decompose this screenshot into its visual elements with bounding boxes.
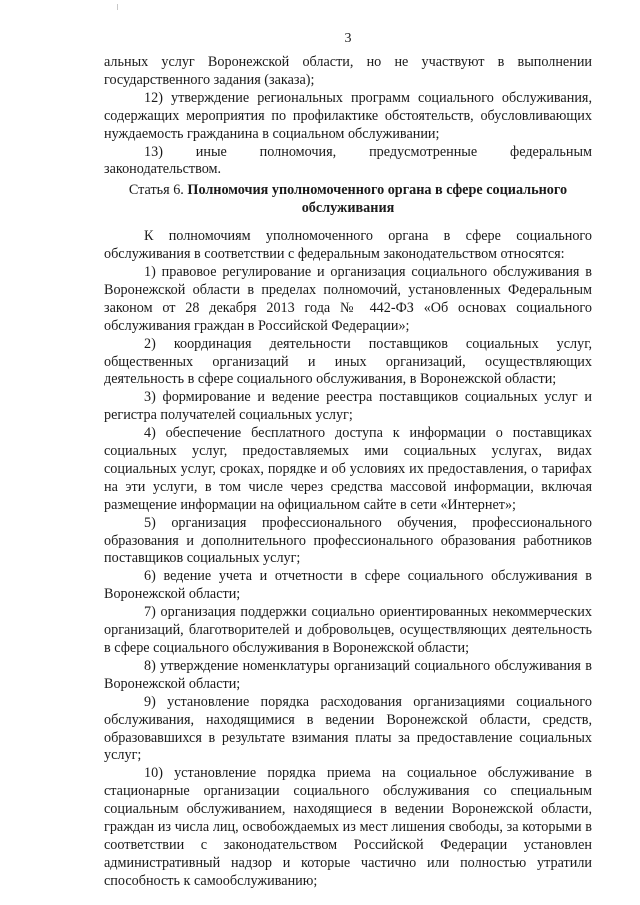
paragraph-item-7: 7) организация поддержки социально ориентированных некоммерческих организаций, благотворителей и добровольцев, осуществляющих деятельность в сфере социального обслуживания в Воронежской области; bbox=[104, 604, 592, 656]
paragraph-item-5: 5) организация профессионального обучения, профессионального образования и дополнительного профессионального образования работников поставщиков социальных услуг; bbox=[104, 514, 592, 567]
paragraph-item-1: 1) правовое регулирование и организация социального обслуживания в Воронежской области в пределах полномочий, установленных Федеральным законом от 28 декабря 2013 года № 442-ФЗ «Об основах социального обслуживания граждан в Российской Федерации»; bbox=[104, 263, 592, 334]
paragraph-item-9: 9) установление порядка расходования организациями социального обслуживания, находящимися в ведении Воронежской области, средств, образовавшихся в результате взимания платы за предоставление социальных услуг; bbox=[104, 693, 592, 764]
paragraph-intro: К полномочиям уполномоченного органа в сфере социального обслуживания в соответствии с федеральным законодательством относятся: bbox=[104, 228, 592, 263]
paragraph-item-6: 6) ведение учета и отчетности в сфере социального обслуживания в Воронежской области; bbox=[104, 568, 592, 603]
document-body bbox=[104, 54, 592, 891]
paragraph-item-2: 2) координация деятельности поставщиков социальных услуг, общественных организаций и иных организаций, осуществляющих деятельность в сфере социального обслуживания, в Воронежской области; bbox=[104, 335, 592, 388]
paragraph-continuation: альных услуг Воронежской области, но не участвуют в выполнении государственного задания (заказа); bbox=[104, 54, 592, 88]
article-heading bbox=[104, 182, 592, 218]
scan-artifact bbox=[117, 4, 118, 10]
paragraph-item-13: 13) иные полномочия, предусмотренные федеральным законодательством. bbox=[104, 143, 592, 178]
paragraph-item-4: 4) обеспечение бесплатного доступа к информации о поставщиках социальных услуг, предоставляемых ими социальных услугах, видах социальных услуг, сроках, порядке и об условиях их предоставления, о тарифах на эти услуги, в том числе через средства массовой информации, включая размещение информации на официальном сайте в сети «Интернет»; bbox=[104, 425, 592, 513]
paragraph-item-3: 3) формирование и ведение реестра поставщиков социальных услуг и регистра получателей социальных услуг; bbox=[104, 389, 592, 424]
page-number: 3 bbox=[344, 31, 352, 46]
paragraph-item-8: 8) утверждение номенклатуры организаций социального обслуживания в Воронежской области; bbox=[104, 657, 592, 692]
paragraph-item-10: 10) установление порядка приема на социальное обслуживание в стационарные организации социального обслуживания со специальным социальным обслуживанием, находящиеся в ведении Воронежской области, граждан из числа лиц, освобождаемых из мест лишения свободы, за которыми в соответствии с законодательством Российской Федерации установлен административный надзор и которые частично или полностью утратили способность к самообслуживанию; bbox=[104, 765, 592, 889]
article-number: Статья 6. bbox=[128, 182, 184, 199]
paragraph-item-12: 12) утверждение региональных программ социального обслуживания, содержащих мероприятия по профилактике обстоятельств, обусловливающих нуждаемость гражданина в социальном обслуживании; bbox=[104, 89, 592, 142]
article-title: Полномочия уполномоченного органа в сфере социального обслуживания bbox=[187, 182, 568, 217]
